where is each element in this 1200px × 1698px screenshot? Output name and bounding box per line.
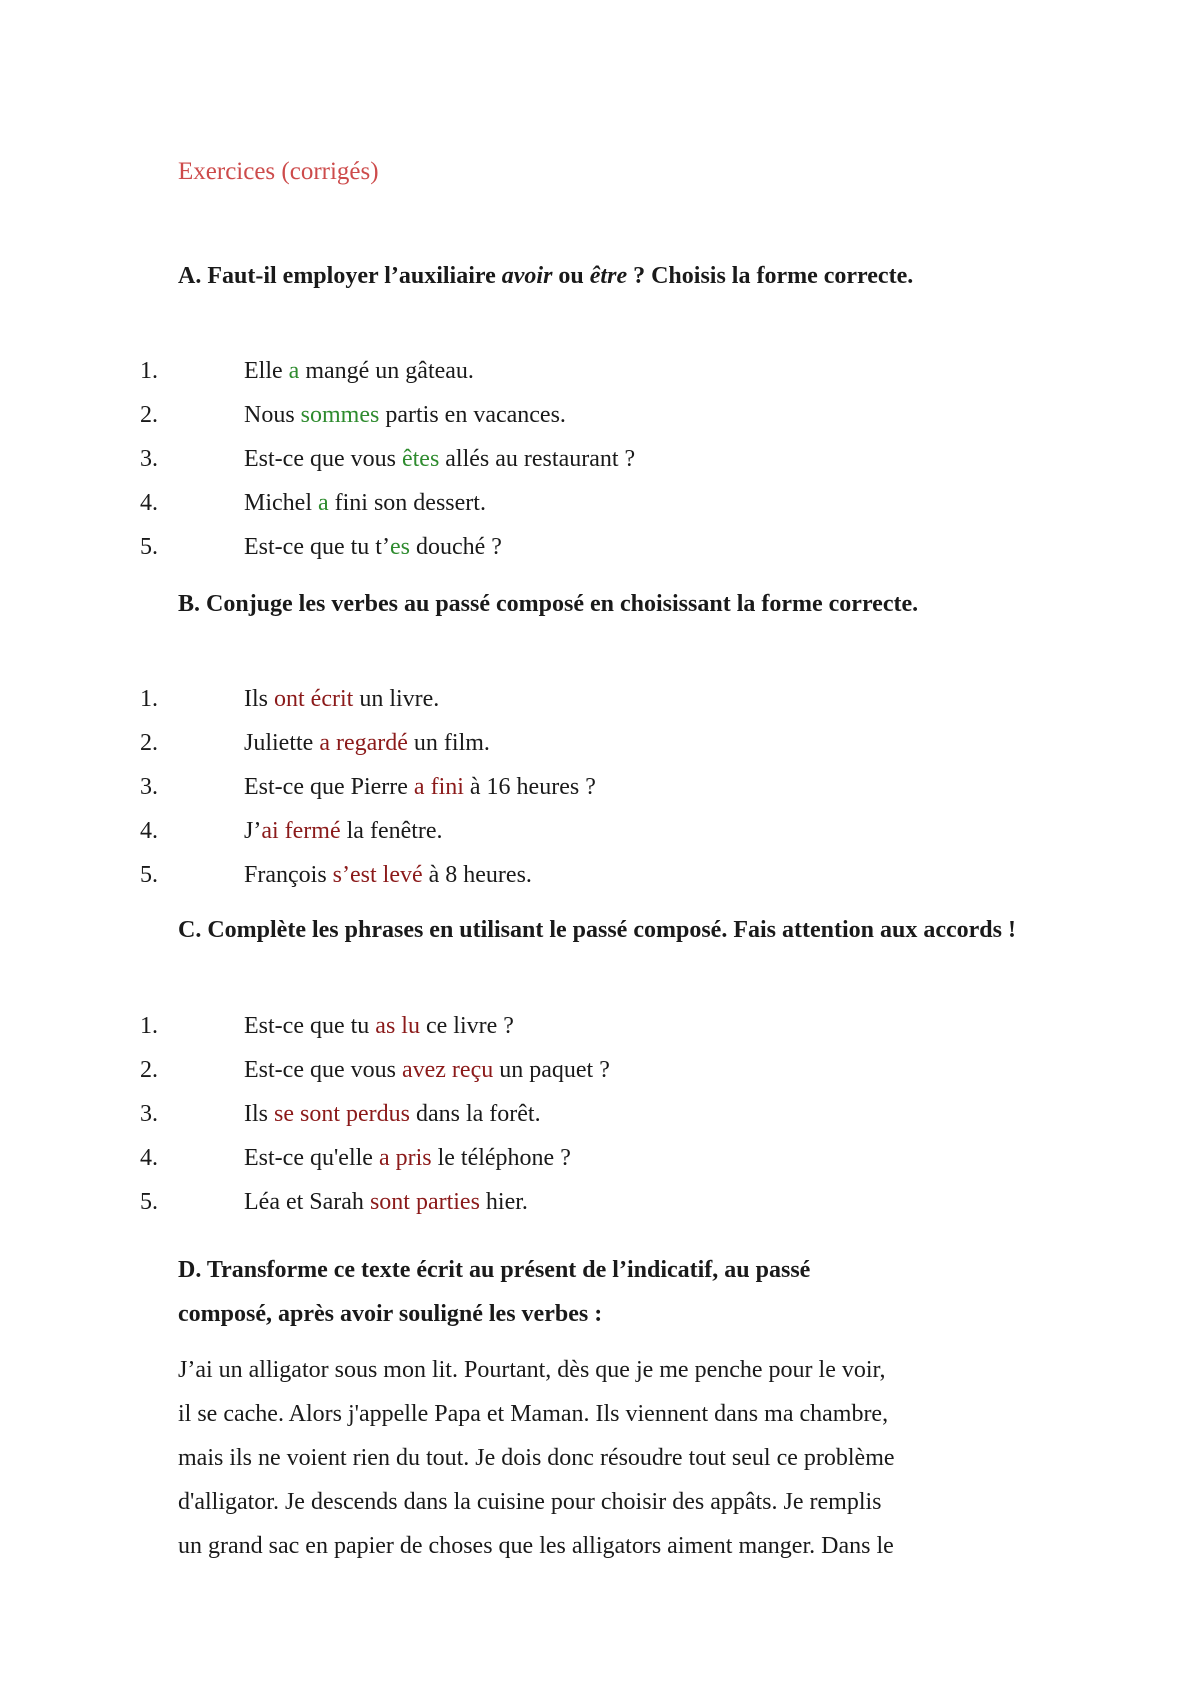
item-text: J’ <box>244 818 262 844</box>
section-c-item-5-number: 5. <box>140 1189 158 1215</box>
item-answer: êtes <box>401 446 440 472</box>
section-a-item-4 <box>244 488 486 518</box>
section-a-item-5 <box>244 532 502 562</box>
item-answer: as lu <box>375 1013 420 1039</box>
item-text: à 8 heures. <box>422 862 532 888</box>
item-text: Est-ce que tu <box>244 1013 376 1039</box>
item-text: Ils <box>244 686 274 712</box>
section-a-item-2 <box>244 400 566 430</box>
item-answer: avez reçu <box>401 1057 494 1083</box>
item-text: un film. <box>407 730 490 756</box>
section-c-item-1-number: 1. <box>140 1013 158 1039</box>
item-answer: sont parties <box>369 1189 480 1215</box>
section-a-item-5-number: 5. <box>140 534 158 560</box>
section-c-item-2 <box>244 1055 610 1085</box>
item-text: hier. <box>479 1189 528 1215</box>
item-text: dans la forêt. <box>409 1101 541 1127</box>
section-d-heading <box>178 1248 1038 1336</box>
item-text: à 16 heures ? <box>463 774 596 800</box>
section-d-text-line-2: il se cache. Alors j'appelle Papa et Maman. Ils viennent dans ma chambre, <box>178 1401 889 1427</box>
section-d-text-line-4: d'alligator. Je descends dans la cuisine pour choisir des appâts. Je remplis <box>178 1489 882 1515</box>
item-text: partis en vacances. <box>379 402 566 428</box>
section-a-item-1-number: 1. <box>140 358 158 384</box>
item-answer: a <box>288 358 300 384</box>
section-c-item-3-number: 3. <box>140 1101 158 1127</box>
item-text: allés au restaurant ? <box>439 446 636 472</box>
item-answer: a pris <box>378 1145 432 1171</box>
item-answer: ai fermé <box>261 818 341 844</box>
item-answer: sommes <box>300 402 380 428</box>
section-b-item-4-number: 4. <box>140 818 158 844</box>
section-a-heading <box>178 258 1038 294</box>
section-a-heading-mid: ou <box>552 263 590 289</box>
section-a-heading-word1: avoir <box>501 263 553 289</box>
section-b-item-2-number: 2. <box>140 730 158 756</box>
item-text: Ils <box>244 1101 274 1127</box>
item-text: fini son dessert. <box>328 490 486 516</box>
section-d-heading-line-2: composé, après avoir souligné les verbes : <box>178 1301 603 1327</box>
item-answer: ont écrit <box>274 686 354 712</box>
item-text: Est-ce que vous <box>244 446 402 472</box>
item-answer: a regardé <box>319 730 408 756</box>
section-a-item-2-number: 2. <box>140 402 158 428</box>
item-text: mangé un gâteau. <box>299 358 474 384</box>
section-c-item-4 <box>244 1143 571 1173</box>
document-title: Exercices (corrigés) <box>178 158 379 185</box>
section-a-heading-word2: être <box>589 263 628 289</box>
section-c-heading: C. Complète les phrases en utilisant le passé composé. Fais attention aux accords ! <box>178 917 1016 943</box>
section-b-item-4 <box>244 816 443 846</box>
section-d-heading-line-1: D. Transforme ce texte écrit au présent de l’indicatif, au passé <box>178 1257 811 1283</box>
section-b-item-5-number: 5. <box>140 862 158 888</box>
item-answer: se sont perdus <box>274 1101 410 1127</box>
item-text: Est-ce que vous <box>244 1057 402 1083</box>
item-answer: a fini <box>413 774 464 800</box>
item-text: Nous <box>244 402 301 428</box>
section-d-text-line-1: J’ai un alligator sous mon lit. Pourtant, dès que je me penche pour le voir, <box>178 1357 886 1383</box>
section-b-item-3-number: 3. <box>140 774 158 800</box>
item-text: le téléphone ? <box>431 1145 571 1171</box>
item-text: ce livre ? <box>419 1013 514 1039</box>
section-d-text-line-5: un grand sac en papier de choses que les alligators aiment manger. Dans le <box>178 1533 894 1559</box>
section-d-text-line-3: mais ils ne voient rien du tout. Je dois donc résoudre tout seul ce problème <box>178 1445 895 1471</box>
section-b-item-1 <box>244 684 439 714</box>
item-answer: a <box>317 490 329 516</box>
section-b-item-5 <box>244 860 532 890</box>
item-text: douché ? <box>409 534 502 560</box>
section-b-item-1-number: 1. <box>140 686 158 712</box>
item-answer: es <box>389 534 410 560</box>
item-text: Elle <box>244 358 289 384</box>
item-text: Est-ce que tu t’ <box>244 534 390 560</box>
item-text: la fenêtre. <box>340 818 443 844</box>
section-b-heading: B. Conjuge les verbes au passé composé en choisissant la forme correcte. <box>178 591 919 617</box>
section-c-item-3 <box>244 1099 541 1129</box>
item-text: un paquet ? <box>493 1057 610 1083</box>
item-text: un livre. <box>353 686 440 712</box>
section-c-item-5 <box>244 1187 528 1217</box>
section-b-item-3 <box>244 772 596 802</box>
section-c-item-2-number: 2. <box>140 1057 158 1083</box>
section-a-item-3 <box>244 444 635 474</box>
item-text: Est-ce que Pierre <box>244 774 414 800</box>
item-text: Est-ce qu'elle <box>244 1145 379 1171</box>
section-a-item-3-number: 3. <box>140 446 158 472</box>
item-text: Juliette <box>244 730 320 756</box>
section-c-item-1 <box>244 1011 514 1041</box>
section-a-heading-after: ? Choisis la forme correcte. <box>627 263 914 289</box>
item-text: Michel <box>244 490 318 516</box>
item-answer: s’est levé <box>332 862 423 888</box>
section-a-heading-before: A. Faut-il employer l’auxiliaire <box>178 263 502 289</box>
item-text: Léa et Sarah <box>244 1189 370 1215</box>
section-a-item-4-number: 4. <box>140 490 158 516</box>
item-text: François <box>244 862 333 888</box>
section-b-item-2 <box>244 728 490 758</box>
section-c-item-4-number: 4. <box>140 1145 158 1171</box>
section-a-item-1 <box>244 356 474 386</box>
